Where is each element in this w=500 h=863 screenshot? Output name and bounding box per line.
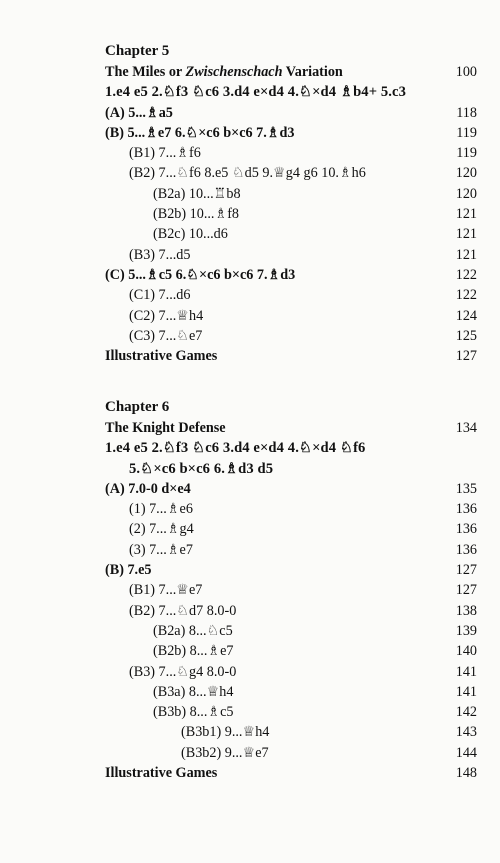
page-number: 134 (455, 420, 477, 436)
toc-entry-title: (B3) 7...d5 (129, 246, 191, 263)
toc-entry-title: (B3b2) 9...♕e7 (181, 744, 269, 761)
page-number: 127 (455, 562, 477, 579)
page-number: 124 (455, 307, 477, 324)
page-number: 120 (455, 165, 477, 182)
toc-entries (105, 62, 477, 366)
toc-entry-title: Illustrative Games (105, 765, 218, 782)
toc-entry-title: (B2c) 10...d6 (153, 226, 228, 243)
page-number: 144 (455, 744, 477, 761)
page-number: 120 (455, 185, 477, 202)
page-number: 119 (456, 124, 477, 141)
toc-entry-title: (B1) 7...♗f6 (129, 145, 201, 162)
chapter-heading: Chapter 6 (105, 399, 170, 415)
toc-entry (105, 265, 477, 285)
toc-entry-title: (C3) 7...♘e7 (129, 327, 203, 344)
page-number: 121 (455, 226, 477, 243)
toc-entry-title: (C) 5...♗c5 6.♘×c6 b×c6 7.♗d3 (105, 266, 296, 283)
toc-entry (105, 418, 477, 438)
toc-entry-title: (B3b1) 9...♕h4 (181, 724, 270, 741)
toc-entry-title: (B3b) 8...♗c5 (153, 704, 234, 721)
title-italic-part: Zwischenschach (185, 64, 283, 80)
toc-entry (105, 143, 477, 163)
page-number: 141 (455, 683, 477, 700)
page-number: 140 (455, 643, 477, 660)
page-number: 127 (455, 582, 477, 599)
toc-entry-title: (1) 7...♗e6 (129, 501, 193, 518)
toc-entry-title: (C2) 7...♕h4 (129, 307, 204, 324)
toc-entry (105, 743, 477, 763)
toc-entry-title: 5.♘×c6 b×c6 6.♗d3 d5 (129, 460, 274, 477)
toc-entry (105, 702, 477, 722)
title-part: The Miles or (105, 64, 186, 80)
page-number: 136 (455, 501, 477, 518)
toc-entry (105, 82, 477, 102)
toc-entry (105, 479, 477, 499)
toc-entries (105, 418, 477, 783)
toc-entry (105, 204, 477, 224)
toc-entry (105, 438, 477, 458)
page-number: 143 (455, 724, 477, 741)
toc-entry-title: (B3a) 8...♕h4 (153, 683, 234, 700)
toc-entry-title: (B2b) 10...♗f8 (153, 206, 240, 223)
page-number: 125 (455, 327, 477, 344)
toc-entry (105, 540, 477, 560)
toc-entry (105, 763, 477, 783)
page-number: 141 (455, 663, 477, 680)
toc-entry-title: (C1) 7...d6 (129, 287, 191, 304)
toc-entry-title: (B3) 7...♘g4 8.0-0 (129, 663, 237, 680)
toc-entry (105, 641, 477, 661)
toc-entry (105, 499, 477, 519)
toc-entry (105, 224, 477, 244)
toc-entry (105, 682, 477, 702)
page-number: 135 (455, 480, 477, 497)
toc-entry (105, 560, 477, 580)
toc-entry-title: (B2a) 10...♖b8 (153, 185, 241, 202)
toc-entry (105, 346, 477, 366)
page-number: 139 (455, 622, 477, 639)
page-number: 136 (455, 541, 477, 558)
toc-entry-title (105, 62, 343, 82)
toc-entry-title: 1.e4 e5 2.♘f3 ♘c6 3.d4 e×d4 4.♘×d4 ♗b4+ 5.c3 (105, 84, 406, 101)
page-number: 148 (455, 765, 477, 782)
toc-entry (105, 580, 477, 600)
toc-entry (105, 621, 477, 641)
toc-entry-title: (B2b) 8...♗e7 (153, 643, 234, 660)
page-number: 138 (455, 602, 477, 619)
title-part: Variation (282, 64, 343, 80)
toc-entry-title: (B1) 7...♕e7 (129, 582, 203, 599)
toc-entry (105, 285, 477, 305)
page-number: 121 (455, 246, 477, 263)
toc-entry (105, 123, 477, 143)
toc-entry (105, 163, 477, 183)
toc-entry-title: (B2) 7...♘d7 8.0-0 (129, 602, 237, 619)
toc-entry-title: (B) 7.e5 (105, 562, 152, 579)
toc-entry-title: (B2) 7...♘f6 8.e5 ♘d5 9.♕g4 g6 10.♗h6 (129, 165, 366, 182)
toc-entry (105, 306, 477, 326)
chapter-6-section (105, 396, 477, 783)
toc-entry (105, 601, 477, 621)
page-number: 118 (456, 104, 477, 121)
toc-entry (105, 722, 477, 742)
toc-entry (105, 184, 477, 204)
toc-entry-title: 1.e4 e5 2.♘f3 ♘c6 3.d4 e×d4 4.♘×d4 ♘f6 (105, 440, 366, 457)
page-number: 119 (456, 145, 477, 162)
page-number: 100 (455, 64, 477, 80)
page-number: 122 (455, 266, 477, 283)
toc-entry (105, 519, 477, 539)
chapter-5-section (105, 40, 477, 366)
toc-entry (105, 62, 477, 82)
toc-entry-title: (A) 5...♗a5 (105, 104, 173, 121)
toc-entry-title: (B2a) 8...♘c5 (153, 622, 233, 639)
toc-entry-title: Illustrative Games (105, 348, 218, 365)
toc-entry-title: (B) 5...♗e7 6.♘×c6 b×c6 7.♗d3 (105, 124, 295, 141)
toc-entry (105, 662, 477, 682)
toc-entry (105, 326, 477, 346)
toc-entry-title: The Knight Defense (105, 420, 226, 436)
toc-entry-title: (A) 7.0-0 d×e4 (105, 480, 191, 497)
toc-entry-title: (3) 7...♗e7 (129, 541, 193, 558)
page-number: 127 (455, 348, 477, 365)
page-number: 136 (455, 521, 477, 538)
chapter-heading: Chapter 5 (105, 43, 170, 59)
page-number: 142 (455, 704, 477, 721)
page-number: 122 (455, 287, 477, 304)
toc-entry (105, 245, 477, 265)
toc-entry (105, 459, 477, 479)
toc-entry (105, 103, 477, 123)
page-number: 121 (455, 206, 477, 223)
toc-entry-title: (2) 7...♗g4 (129, 521, 194, 538)
